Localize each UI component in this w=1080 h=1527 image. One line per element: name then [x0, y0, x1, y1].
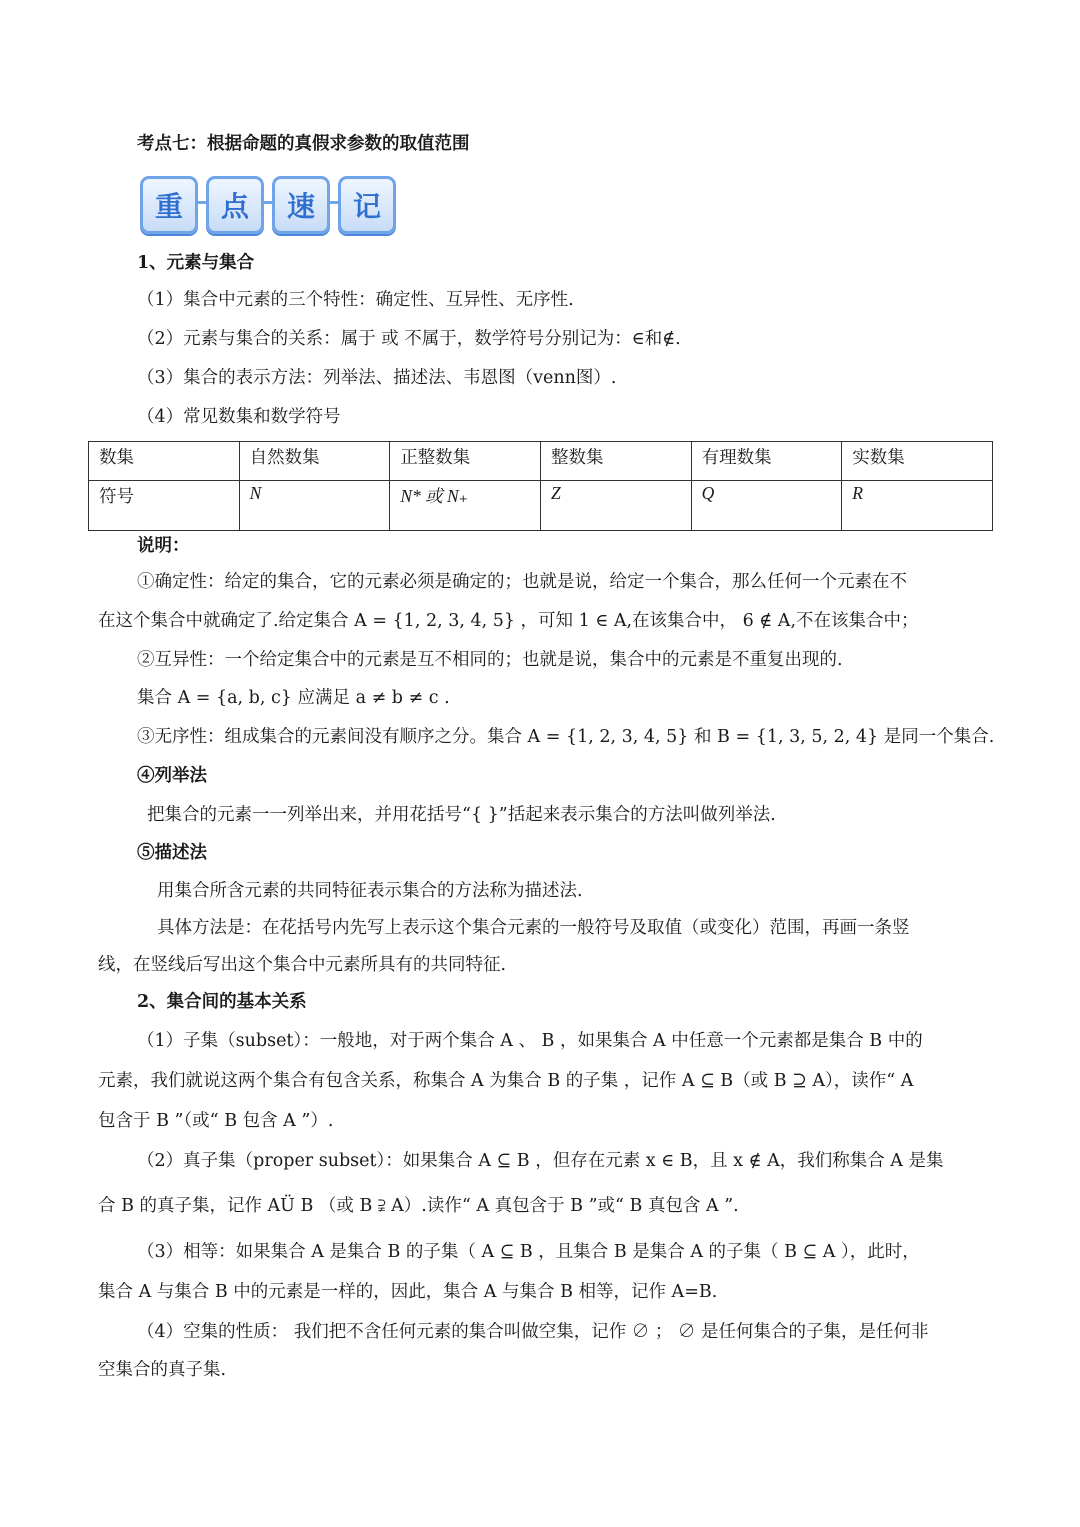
note-heading: ④列举法 [137, 766, 207, 786]
note-line: ①确定性：给定的集合，它的元素必须是确定的；也就是说，给定一个集合，那么任何一个元素在不 [137, 572, 907, 592]
note-line: ③无序性：组成集合的元素间没有顺序之分。集合 A = {1, 2, 3, 4, 5} 和 B = {1, 3, 5, 2, 4} 是同一个集合. [137, 727, 995, 747]
s2-line: （2）真子集（proper subset）：如果集合 A ⊆ B ，但存在元素 x ∈ B，且 x ∉ A，我们称集合 A 是集 [137, 1151, 944, 1171]
badge-char-1: 重 [140, 176, 198, 234]
table-cell: R [842, 481, 993, 531]
badge-char-2: 点 [206, 176, 264, 234]
s1-item-1: （1）集合中元素的三个特性：确定性、互异性、无序性. [137, 290, 574, 310]
s1-item-2: （2）元素与集合的关系：属于 或 不属于，数学符号分别记为：∈和∉. [137, 329, 681, 349]
s2-line: 合 B 的真子集，记作 AÜ B （或 B ⫌ A）.读作“ A 真包含于 B ”或“ B 真包含 A ”. [98, 1196, 739, 1216]
note-line: 集合 A = {a, b, c} 应满足 a ≠ b ≠ c . [137, 688, 450, 708]
s2-line: 空集合的真子集. [98, 1360, 227, 1380]
table-header: 自然数集 [239, 442, 390, 481]
key-points-badge [140, 174, 396, 234]
table-header: 实数集 [842, 442, 993, 481]
table-row [89, 481, 993, 531]
badge-char-4: 记 [338, 176, 396, 234]
note-line: 线，在竖线后写出这个集合中元素所具有的共同特征. [98, 955, 507, 975]
table-header-row [89, 442, 993, 481]
badge-char-3: 速 [272, 176, 330, 234]
table-header: 正整数集 [390, 442, 541, 481]
note-line: 用集合所含元素的共同特征表示集合的方法称为描述法. [157, 881, 583, 901]
s1-item-4: （4）常见数集和数学符号 [137, 407, 341, 427]
s2-line: 包含于 B ”（或“ B 包含 A ”）. [98, 1111, 334, 1131]
number-sets-table [88, 441, 993, 531]
table-cell: N [239, 481, 390, 531]
s2-line: （3）相等：如果集合 A 是集合 B 的子集（ A ⊆ B ，且集合 B 是集合 A 的子集（ B ⊆ A ），此时， [137, 1242, 920, 1262]
s1-title: 1、元素与集合 [137, 253, 255, 273]
note-line: ②互异性：一个给定集合中的元素是互不相同的；也就是说，集合中的元素是不重复出现的. [137, 650, 843, 670]
s2-line: （1）子集（subset）：一般地，对于两个集合 A 、 B ，如果集合 A 中任意一个元素都是集合 B 中的 [137, 1031, 923, 1051]
s2-line: 集合 A 与集合 B 中的元素是一样的，因此，集合 A 与集合 B 相等，记作 A=B. [98, 1282, 718, 1302]
table-row-label: 符号 [89, 481, 240, 531]
s1-item-3: （3）集合的表示方法：列举法、描述法、韦恩图（venn图）. [137, 368, 617, 388]
table-cell: N* 或 N₊ [390, 481, 541, 531]
s2-line: 元素，我们就说这两个集合有包含关系，称集合 A 为集合 B 的子集 ，记作 A ⊆ B（或 B ⊇ A），读作“ A [98, 1071, 914, 1091]
table-cell: Z [540, 481, 691, 531]
table-header: 有理数集 [691, 442, 842, 481]
table-header: 整数集 [540, 442, 691, 481]
note-line: 在这个集合中就确定了.给定集合 A = {1, 2, 3, 4, 5} ，可知 1 ∈ A,在该集合中， 6 ∉ A,不在该集合中； [98, 611, 919, 631]
note-line: 具体方法是：在花括号内先写上表示这个集合元素的一般符号及取值（或变化）范围，再画一条竖 [157, 918, 910, 938]
table-header: 数集 [89, 442, 240, 481]
note-label: 说明： [137, 536, 190, 556]
note-heading: ⑤描述法 [137, 843, 207, 863]
note-line: 把集合的元素一一列举出来，并用花括号“{ }”括起来表示集合的方法叫做列举法. [147, 805, 776, 825]
table-cell: Q [691, 481, 842, 531]
section-title: 考点七：根据命题的真假求参数的取值范围 [137, 134, 470, 154]
s2-title: 2、集合间的基本关系 [137, 992, 307, 1012]
s2-line: （4）空集的性质： 我们把不含任何元素的集合叫做空集，记作 ∅ ； ∅ 是任何集合的子集，是任何非 [137, 1322, 929, 1342]
